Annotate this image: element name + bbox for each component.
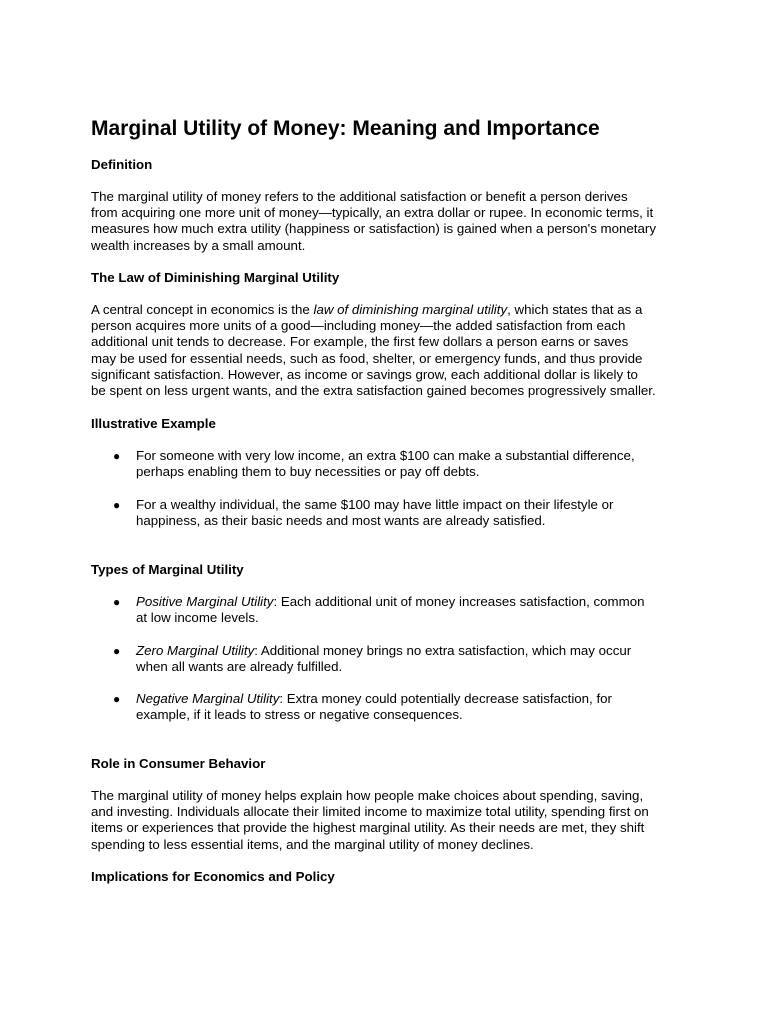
paragraph-line: The marginal utility of money helps explain how people make choices about spending, saving, [91, 788, 644, 803]
term-description: : Extra money could potentially decrease satisfaction, for [279, 691, 612, 706]
types-heading: Types of Marginal Utility [91, 562, 244, 577]
list-item-text [136, 643, 686, 675]
implications-heading: Implications for Economics and Policy [91, 869, 335, 884]
paragraph-line: be spent on less urgent wants, and the extra satisfaction gained becomes progressively smaller. [91, 383, 656, 399]
emphasized-term: law of diminishing marginal utility [313, 302, 508, 317]
paragraph-line: items or experiences that provide the highest marginal utility. As their needs are met, they shift [91, 820, 645, 836]
text-run: A central concept in economics is the [91, 302, 314, 317]
term-description: : Additional money brings no extra satisfaction, which may occur [254, 643, 632, 658]
list-item-text [136, 448, 686, 480]
list-item-line [136, 691, 686, 707]
list-item-line [136, 594, 686, 610]
paragraph-line: measures how much extra utility (happiness or satisfaction) is gained when a person's monetary [91, 221, 656, 237]
term-label: Positive Marginal Utility [136, 594, 274, 609]
list-item-line [136, 643, 686, 659]
paragraph-line: may be used for essential needs, such as food, shelter, or emergency funds, and thus provide [91, 350, 643, 366]
list-item-text [136, 594, 686, 626]
consumer-paragraph [91, 788, 683, 853]
paragraph-line: person acquires more units of a good—including money—the added satisfaction from each [91, 318, 626, 334]
definition-heading: Definition [91, 157, 153, 172]
list-item-line: happiness, as their basic needs and most wants are already satisfied. [136, 513, 546, 529]
list-item-text [136, 497, 686, 529]
paragraph-line: significant satisfaction. However, as income or savings grow, each additional dollar is likely to [91, 366, 638, 382]
paragraph-line: from acquiring one more unit of money—typically, an extra dollar or rupee. In economic terms, it [91, 205, 654, 221]
list-item-line: For a wealthy individual, the same $100 may have little impact on their lifestyle or [136, 497, 614, 512]
consumer-heading: Role in Consumer Behavior [91, 756, 266, 771]
term-label: Negative Marginal Utility [136, 691, 280, 706]
list-item-line: For someone with very low income, an extra $100 can make a substantial difference, [136, 448, 635, 463]
example-heading: Illustrative Example [91, 416, 216, 431]
list-item-line: example, if it leads to stress or negative consequences. [136, 707, 463, 723]
bullet-icon: ● [113, 692, 121, 706]
paragraph-line: spending to less essential items, and the marginal utility of money declines. [91, 836, 534, 852]
list-item-text [136, 691, 686, 723]
list-item-line: at low income levels. [136, 610, 259, 626]
bullet-icon: ● [113, 449, 121, 463]
term-label: Zero Marginal Utility [136, 643, 255, 658]
paragraph-line: and investing. Individuals allocate their limited income to maximize total utility, spending first on [91, 804, 649, 820]
term-description: : Each additional unit of money increases satisfaction, common [273, 594, 645, 609]
paragraph-line: The marginal utility of money refers to the additional satisfaction or benefit a person derives [91, 189, 628, 204]
paragraph-line: wealth increases by a small amount. [91, 237, 306, 253]
bullet-icon: ● [113, 498, 121, 512]
law-heading: The Law of Diminishing Marginal Utility [91, 270, 340, 285]
bullet-icon: ● [113, 644, 121, 658]
bullet-icon: ● [113, 595, 121, 609]
paragraph-line [91, 302, 683, 318]
text-run: , which states that as a [507, 302, 643, 317]
document-title: Marginal Utility of Money: Meaning and Importance [91, 117, 600, 140]
paragraph-line: additional unit tends to decrease. For example, the first few dollars a person earns or saves [91, 334, 629, 350]
law-paragraph [91, 302, 683, 399]
list-item-line: when all wants are already fulfilled. [136, 659, 343, 675]
list-item-line: perhaps enabling them to buy necessities or pay off debts. [136, 464, 480, 480]
definition-paragraph [91, 189, 683, 254]
